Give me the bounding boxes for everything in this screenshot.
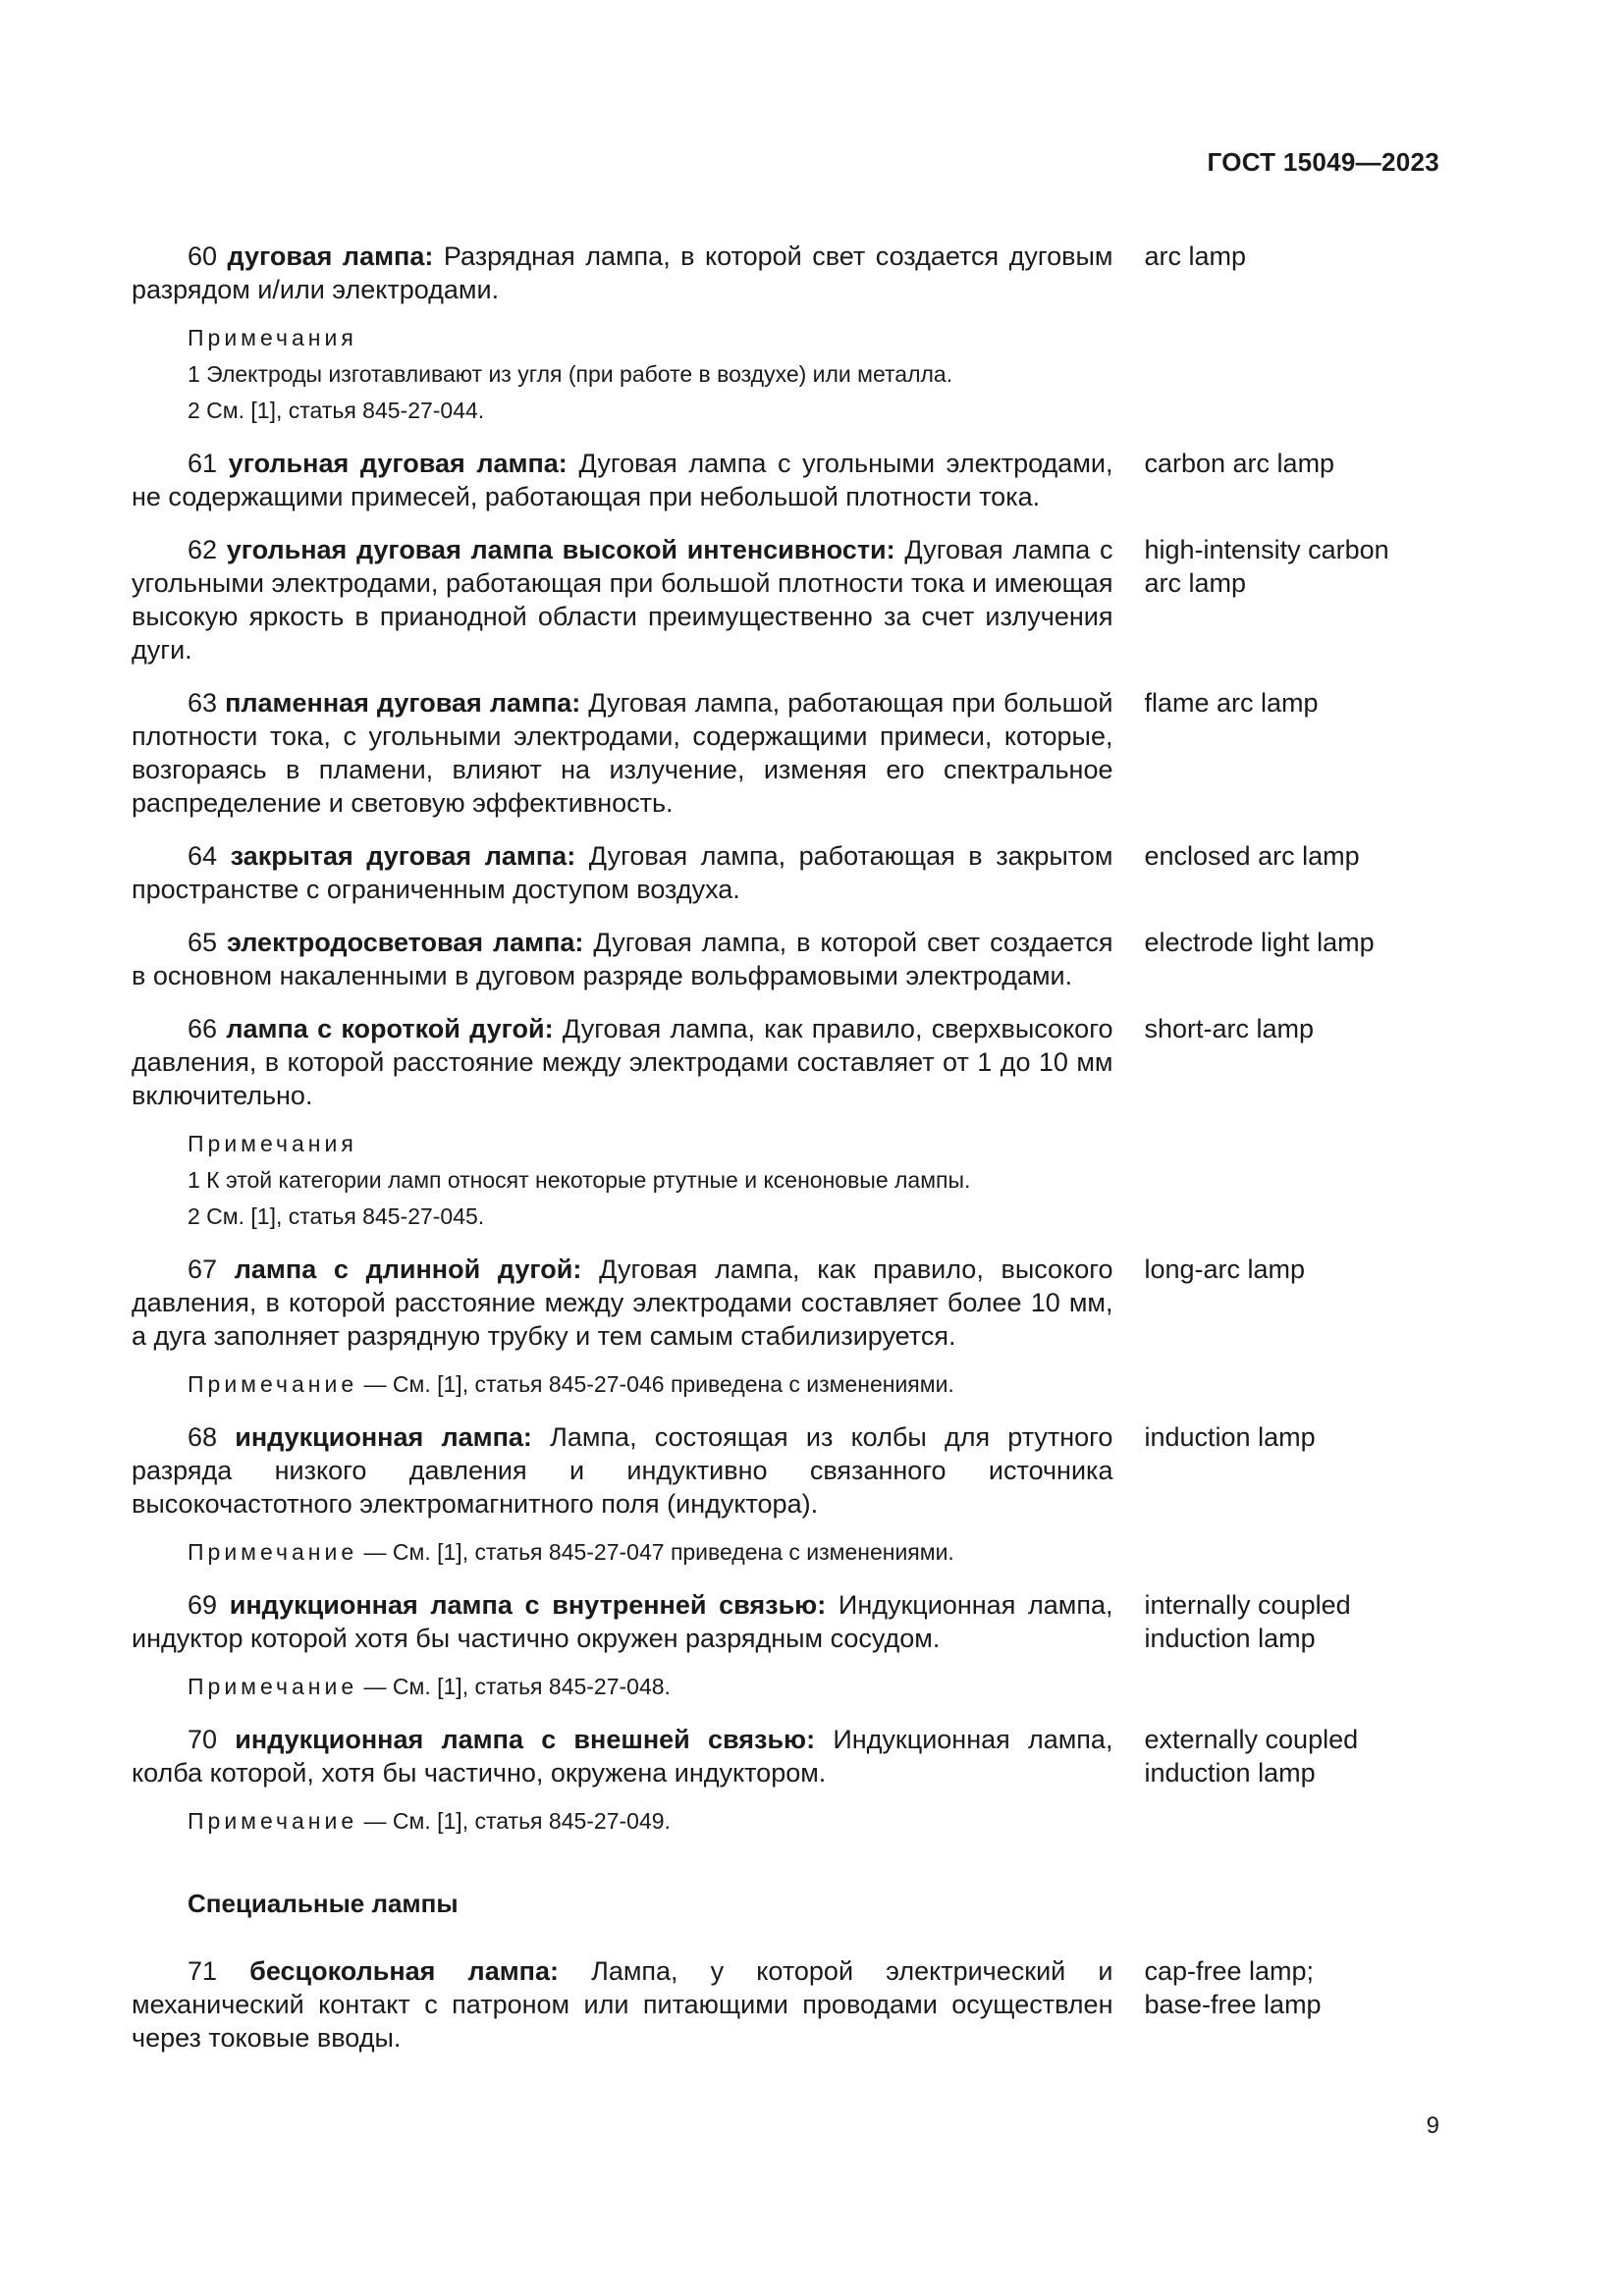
term-number: 71 (188, 1956, 218, 1986)
term-definition (132, 447, 1112, 513)
english-term: long-arc lamp (1144, 1255, 1306, 1284)
term-entry (132, 1588, 1408, 1655)
term-name: электродосветовая лампа: (227, 928, 584, 957)
note-line (188, 1366, 1408, 1403)
note-line (188, 1669, 1408, 1705)
english-term: electrode light lamp (1144, 928, 1375, 957)
term-entry (132, 447, 1408, 513)
term-definition (132, 686, 1112, 820)
english-term: externally coupled induction lamp (1144, 1725, 1359, 1788)
note-label: Примечание (188, 1371, 358, 1397)
document-header: ГОСТ 15049—2023 (1207, 147, 1439, 177)
english-term: flame arc lamp (1144, 688, 1319, 718)
term-text: Разрядная лампа, в которой свет создается дуговым разрядом и/или электродами. (132, 241, 1113, 304)
notes-title: Примечания (188, 325, 357, 350)
note-text: — См. [1], статья 845-27-047 приведена с изменениями. (363, 1539, 954, 1565)
term-entry (132, 1420, 1408, 1521)
section-heading: Специальные лампы (188, 1889, 459, 1918)
term-name: лампа с короткой дугой: (226, 1014, 554, 1043)
term-text: Дуговая лампа с угольными электродами, не содержащими примесей, работающая при небольшой плотности тока. (132, 449, 1113, 511)
term-number: 62 (188, 535, 218, 564)
english-term: enclosed arc lamp (1144, 841, 1360, 871)
page-number: 9 (1426, 2112, 1439, 2139)
term-name: угольная дуговая лампа высокой интенсивности: (226, 535, 895, 564)
term-name: индукционная лампа: (235, 1422, 532, 1452)
note-line (188, 1534, 1408, 1571)
term-name: закрытая дуговая лампа: (230, 841, 576, 871)
document-body (132, 240, 1408, 2074)
term-name: дуговая лампа: (227, 241, 434, 271)
term-entry (132, 1723, 1408, 1789)
term-entry (132, 686, 1408, 820)
term-text: Индукционная лампа, индуктор которой хотя бы частично окружен разрядным сосудом. (132, 1590, 1113, 1653)
term-definition (132, 926, 1112, 992)
english-term: carbon arc lamp (1144, 449, 1335, 478)
term-entry (132, 1012, 1408, 1112)
english-term: arc lamp (1144, 241, 1247, 271)
note-item: 1 Электроды изготавливают из угля (при работе в воздухе) или металла. (188, 361, 953, 387)
term-text: Дуговая лампа, работающая в закрытом пространстве с ограниченным доступом воздуха. (132, 841, 1113, 904)
term-name: индукционная лампа с внутренней связью: (229, 1590, 827, 1620)
english-term: induction lamp (1144, 1422, 1316, 1452)
note-item: 2 См. [1], статья 845-27-045. (188, 1203, 485, 1229)
term-number: 67 (188, 1255, 218, 1284)
term-text: Дуговая лампа, работающая при большой плотности тока, с угольными электродами, содержащими примеси, которые, возгораясь в пламени, влияют на излучение, изменяя его спектральное распределение и световую эффективность. (132, 688, 1113, 818)
term-definition (132, 1420, 1112, 1521)
term-number: 60 (188, 241, 218, 271)
note-text: — См. [1], статья 845-27-048. (363, 1674, 671, 1699)
term-entry (132, 240, 1408, 306)
term-text: Дуговая лампа, как правило, высокого давления, в которой расстояние между электродами составляет более 10 мм, а дуга заполняет разрядную трубку и тем самым стабилизируется. (132, 1255, 1113, 1351)
english-term: internally coupled induction lamp (1144, 1590, 1351, 1653)
term-text: Дуговая лампа, в которой свет создается в основном накаленными в дуговом разряде вольфрамовыми электродами. (132, 928, 1113, 990)
term-number: 69 (188, 1590, 218, 1620)
term-definition (132, 1954, 1112, 2055)
term-entry (132, 533, 1408, 667)
term-text: Дуговая лампа, как правило, сверхвысокого давления, в которой расстояние между электродами составляет от 1 до 10 мм включительно. (132, 1014, 1113, 1110)
english-term: high-intensity carbon arc lamp (1144, 535, 1389, 598)
term-definition (132, 533, 1112, 667)
note-text: — См. [1], статья 845-27-049. (363, 1808, 671, 1834)
term-name: бесцокольная лампа: (249, 1956, 559, 1986)
term-entry (132, 1253, 1408, 1353)
term-name: угольная дуговая лампа: (228, 449, 568, 478)
term-number: 65 (188, 928, 218, 957)
term-name: индукционная лампа с внешней связью: (235, 1725, 816, 1754)
term-text: Дуговая лампа с угольными электродами, работающая при большой плотности тока и имеющая высокую яркость в прианодной области преимущественно за счет излучения дуги. (132, 535, 1113, 665)
note-text: — См. [1], статья 845-27-046 приведена с изменениями. (363, 1371, 954, 1397)
english-term: short-arc lamp (1144, 1014, 1315, 1043)
term-number: 70 (188, 1725, 218, 1754)
term-definition (132, 1253, 1112, 1353)
notes-block (188, 320, 1408, 429)
note-item: 2 См. [1], статья 845-27-044. (188, 398, 485, 423)
note-label: Примечание (188, 1674, 358, 1699)
term-number: 68 (188, 1422, 218, 1452)
notes-title: Примечания (188, 1131, 357, 1156)
term-name: пламенная дуговая лампа: (225, 688, 581, 718)
term-number: 63 (188, 688, 218, 718)
term-definition (132, 1723, 1112, 1789)
note-line (188, 1803, 1408, 1840)
term-number: 64 (188, 841, 218, 871)
term-definition (132, 240, 1112, 306)
term-name: лампа с длинной дугой: (234, 1255, 582, 1284)
term-definition (132, 1012, 1112, 1112)
term-definition (132, 1588, 1112, 1655)
term-entry (132, 1954, 1408, 2055)
term-entry (132, 839, 1408, 906)
term-definition (132, 839, 1112, 906)
term-text: Лампа, состоящая из колбы для ртутного разряда низкого давления и индуктивно связанного источника высокочастотного электромагнитного поля (индуктора). (132, 1422, 1113, 1519)
term-text: Индукционная лампа, колба которой, хотя бы частично, окружена индуктором. (132, 1725, 1113, 1788)
term-text: Лампа, у которой электрический и механический контакт с патроном или питающими проводами осуществлен через токовые вводы. (132, 1956, 1113, 2053)
term-number: 66 (188, 1014, 218, 1043)
note-label: Примечание (188, 1808, 358, 1834)
term-entry (132, 926, 1408, 992)
note-label: Примечание (188, 1539, 358, 1565)
note-item: 1 К этой категории ламп относят некоторые ртутные и ксеноновые лампы. (188, 1167, 971, 1193)
notes-block (188, 1126, 1408, 1235)
english-term: cap-free lamp; base-free lamp (1144, 1956, 1322, 2019)
term-number: 61 (188, 449, 218, 478)
